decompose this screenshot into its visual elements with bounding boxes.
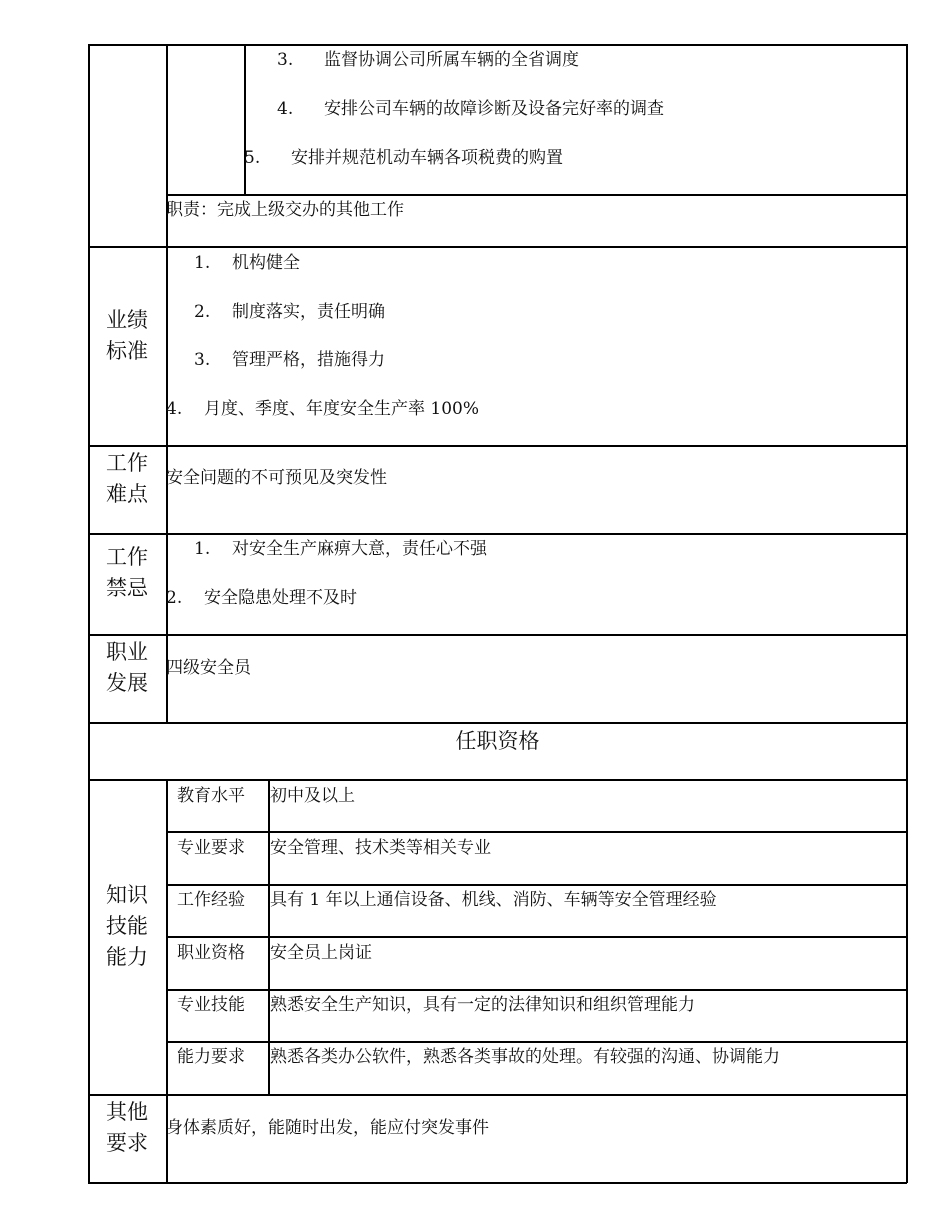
row-divider-other bbox=[88, 1094, 907, 1096]
duty-item-number: 4. bbox=[277, 99, 294, 119]
qualification-key: 专业要求 bbox=[177, 838, 245, 858]
duty-item-text: 监督协调公司所属车辆的全省调度 bbox=[324, 50, 579, 70]
other-requirements-label: 其他 要求 bbox=[106, 1100, 148, 1155]
performance-item-text: 月度、季度、年度安全生产率 100% bbox=[204, 399, 480, 419]
table-border-bottom bbox=[88, 1182, 907, 1184]
row-divider-qualification-body bbox=[88, 779, 907, 781]
performance-item-number: 1. bbox=[194, 253, 211, 273]
qualification-key: 能力要求 bbox=[177, 1047, 245, 1067]
taboo-item-text: 对安全生产麻痹大意，责任心不强 bbox=[232, 539, 487, 559]
performance-item-text: 制度落实，责任明确 bbox=[232, 302, 385, 322]
qualification-label: 知识 技能 能力 bbox=[106, 883, 148, 969]
duty-subcolumn-divider bbox=[244, 44, 246, 195]
row-divider-difficulty bbox=[88, 445, 907, 447]
duty-item-number: 5. bbox=[244, 148, 261, 168]
table-border-right bbox=[906, 44, 908, 1183]
row-divider-career bbox=[88, 634, 907, 636]
label-column-divider-upper bbox=[166, 44, 168, 724]
qualification-value: 熟悉各类办公软件，熟悉各类事故的处理。有较强的沟通、协调能力 bbox=[270, 1047, 780, 1067]
duty-item-text: 安排公司车辆的故障诊断及设备完好率的调查 bbox=[324, 99, 664, 119]
qualification-key: 工作经验 bbox=[177, 890, 245, 910]
qual-row-divider-1 bbox=[166, 831, 907, 833]
taboo-item-number: 2. bbox=[166, 588, 183, 608]
taboo-item-number: 1. bbox=[194, 539, 211, 559]
qualification-title: 任职资格 bbox=[455, 729, 540, 753]
duty-other-text: 职责：完成上级交办的其他工作 bbox=[166, 200, 404, 220]
duty-other-divider bbox=[166, 194, 907, 196]
taboo-label: 工作 禁忌 bbox=[106, 545, 148, 600]
table-border-top bbox=[88, 44, 907, 46]
performance-item-number: 4. bbox=[166, 399, 183, 419]
qual-row-divider-5 bbox=[166, 1041, 907, 1043]
difficulty-text: 安全问题的不可预见及突发性 bbox=[166, 468, 387, 488]
qualification-value: 熟悉安全生产知识，具有一定的法律知识和组织管理能力 bbox=[270, 995, 695, 1015]
other-requirements-text: 身体素质好，能随时出发，能应付突发事件 bbox=[166, 1118, 489, 1138]
table-border-left bbox=[88, 44, 90, 1183]
performance-item-text: 机构健全 bbox=[232, 253, 300, 273]
duty-item-text: 安排并规范机动车辆各项税费的购置 bbox=[291, 148, 563, 168]
qualification-value: 安全管理、技术类等相关专业 bbox=[270, 838, 491, 858]
taboo-item-text: 安全隐患处理不及时 bbox=[204, 588, 357, 608]
duty-item-number: 3. bbox=[277, 50, 294, 70]
career-label: 职业 发展 bbox=[106, 640, 148, 695]
career-text: 四级安全员 bbox=[166, 658, 251, 678]
qualification-key: 教育水平 bbox=[177, 786, 245, 806]
performance-item-number: 2. bbox=[194, 302, 211, 322]
performance-label: 业绩 标准 bbox=[106, 308, 148, 363]
qual-row-divider-4 bbox=[166, 989, 907, 991]
qualification-key: 职业资格 bbox=[177, 943, 245, 963]
performance-item-text: 管理严格，措施得力 bbox=[232, 350, 385, 370]
qualification-value: 安全员上岗证 bbox=[270, 943, 372, 963]
qualification-value: 初中及以上 bbox=[270, 786, 355, 806]
difficulty-label: 工作 难点 bbox=[106, 451, 148, 506]
qualification-key: 专业技能 bbox=[177, 995, 245, 1015]
qualification-value: 具有 1 年以上通信设备、机线、消防、车辆等安全管理经验 bbox=[270, 890, 717, 910]
row-divider-performance bbox=[88, 246, 907, 248]
performance-item-number: 3. bbox=[194, 350, 211, 370]
row-divider-qualification-title bbox=[88, 722, 907, 724]
row-divider-taboo bbox=[88, 533, 907, 535]
qual-row-divider-2 bbox=[166, 884, 907, 886]
qual-row-divider-3 bbox=[166, 936, 907, 938]
